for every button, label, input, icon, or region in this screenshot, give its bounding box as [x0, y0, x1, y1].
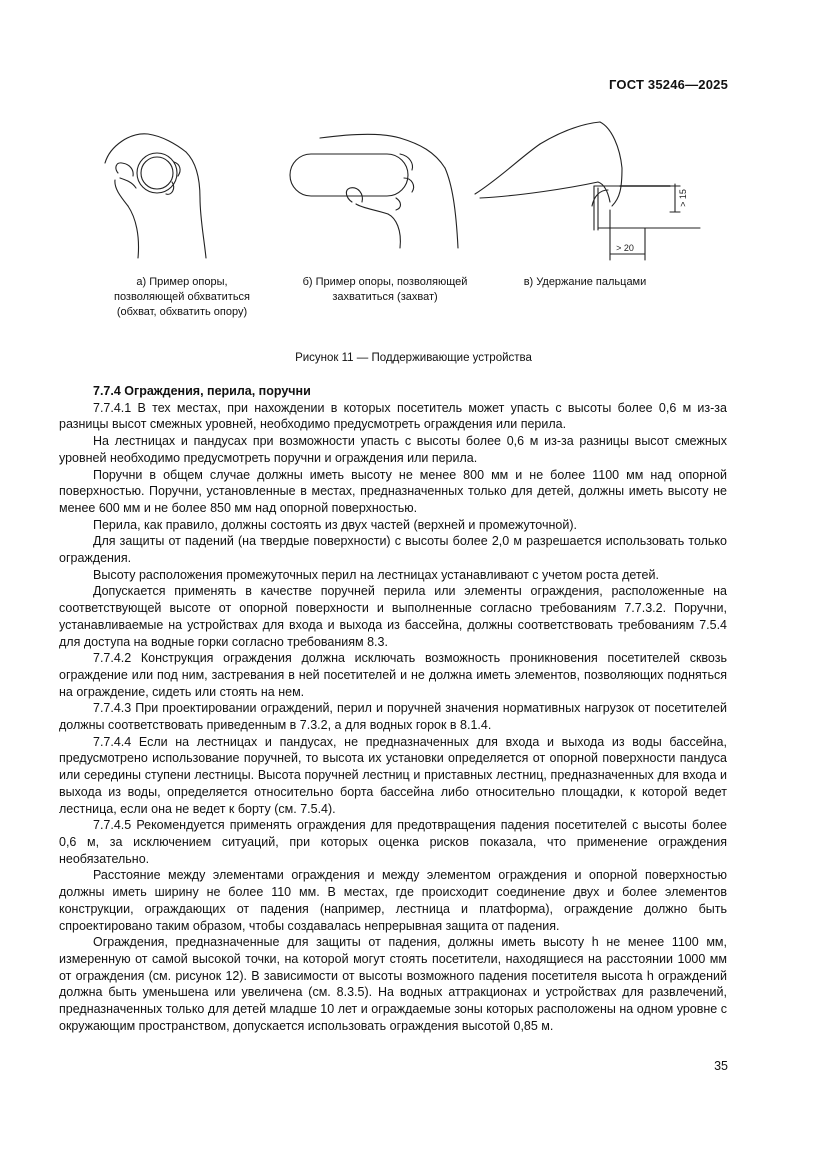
paragraph: 7.7.4.3 При проектировании ограждений, перил и поручней значения нормативных нагрузок от посетителей должны соответствовать приведенным в 7.3.2, а для водных горок в 8.1.4. [59, 701, 727, 733]
figure-drawings [100, 118, 730, 278]
section-heading: 7.7.4 Ограждения, перила, поручни [93, 384, 311, 398]
dimension-width: > 20 [616, 243, 634, 253]
paragraph: 7.7.4.4 Если на лестницах и пандусах, не предназначенных для входа и выхода из воды бассейна, предусмотрено использование поручней, то высота их установки определяется от опорной поверхности пандуса или середины ступени лестницы. Высота поручней лестниц и приставных лестниц, предназначенных для входа и выхода из воды, определяется относительно борта бассейна либо относительно площадки, к которой ведет лестница, если она не ведет к борту (см. 7.5.4). [59, 734, 727, 816]
hand-grip-flat-illustration [290, 134, 458, 248]
paragraph: Расстояние между элементами ограждения и между элементом ограждения и опорной поверхностью должны иметь ширину не более 110 мм. В местах, где происходит соединение двух и более элементов конструкции, ограждающих от падения (например, лестница и платформа), ограждение должно быть спроектировано таким образом, чтобы создавалась непрерывная защита от падения. [59, 868, 727, 933]
section-7-7-4 [59, 383, 727, 1034]
figure-caption-b: б) Пример опоры, позволяющей захватиться (захват) [302, 276, 468, 303]
figure-caption-a: а) Пример опоры, позволяющей обхватиться (обхват, обхватить опору) [113, 276, 251, 318]
fingertip-hold-illustration [475, 122, 700, 260]
paragraph: Высоту расположения промежуточных перил на лестницах устанавливают с учетом роста детей. [93, 567, 659, 582]
dimension-height: > 15 [678, 189, 688, 207]
paragraph: Для защиты от падений (на твердые поверхности) с высоты более 2,0 м разрешается использовать только ограждения. [59, 534, 727, 566]
paragraph: 7.7.4.2 Конструкция ограждения должна исключать возможность проникновения посетителей сквозь ограждение или под ним, застревания в ней посетителей и не должна иметь элементов, позволяющих подняться на ограждение, сидеть или стоять на нем. [59, 651, 727, 699]
paragraph: 7.7.4.1 В тех местах, при нахождении в которых посетитель может упасть с высоты более 0,6 м из-за разницы высот смежных уровней, необходимо предусмотреть ограждения или перила. [59, 400, 727, 432]
paragraph: 7.7.4.5 Рекомендуется применять ограждения для предотвращения падения посетителей с высоты более 0,6 м, за исключением ситуаций, при которых оценка рисков показала, что применение ограждения необязательно. [59, 818, 727, 866]
paragraph: Допускается применять в качестве поручней перила или элементы ограждения, расположенные на соответствующей высоте от опорной поверхности и выполненные согласно требованиям 7.7.3.2. Поручни, устанавливаемые на устройствах для входа и выхода из бассейна, должны соответствовать требованиям 7.5.4 для доступа на водные горки согласно требованиям 8.3. [59, 584, 727, 649]
hand-grasp-round-illustration [105, 134, 206, 258]
paragraph: Перила, как правило, должны состоять из двух частей (верхней и промежуточной). [93, 517, 577, 532]
figure-11 [100, 118, 730, 278]
figure-title: Рисунок 11 — Поддерживающие устройства [295, 352, 532, 364]
paragraph: На лестницах и пандусах при возможности упасть с высоты более 0,6 м из-за разницы высот смежных уровней необходимо предусмотреть поручни и ограждения или перила. [59, 434, 727, 465]
paragraph: Поручни в общем случае должны иметь высоту не менее 800 мм и не более 1100 мм над опорной поверхностью. Поручни, установленные в местах, предназначенных только для детей, должны иметь высоту не менее 600 мм и не более 850 мм над опорной поверхностью. [59, 467, 727, 515]
document-code: ГОСТ 35246—2025 [609, 77, 728, 92]
figure-caption-c: в) Удержание пальцами [523, 276, 647, 288]
page-number: 35 [714, 1059, 728, 1073]
paragraph: Ограждения, предназначенные для защиты от падения, должны иметь высоту h не менее 1100 мм, измеренную от самой высокой точки, на которой могут стоять посетители, находящиеся на расстоянии 1000 мм от ограждения (см. рисунок 12). В зависимости от высоты возможного падения посетителя высота h ограждений должна быть уменьшена или увеличена (см. 8.3.5). На водных аттракционах и устройствах для развлечений, предназначенных только для детей младше 10 лет и ограждаемые зоны которых расположены на одном уровне с окружающим пространством, допускается использовать ограждения высотой 0,85 м. [59, 935, 727, 1033]
